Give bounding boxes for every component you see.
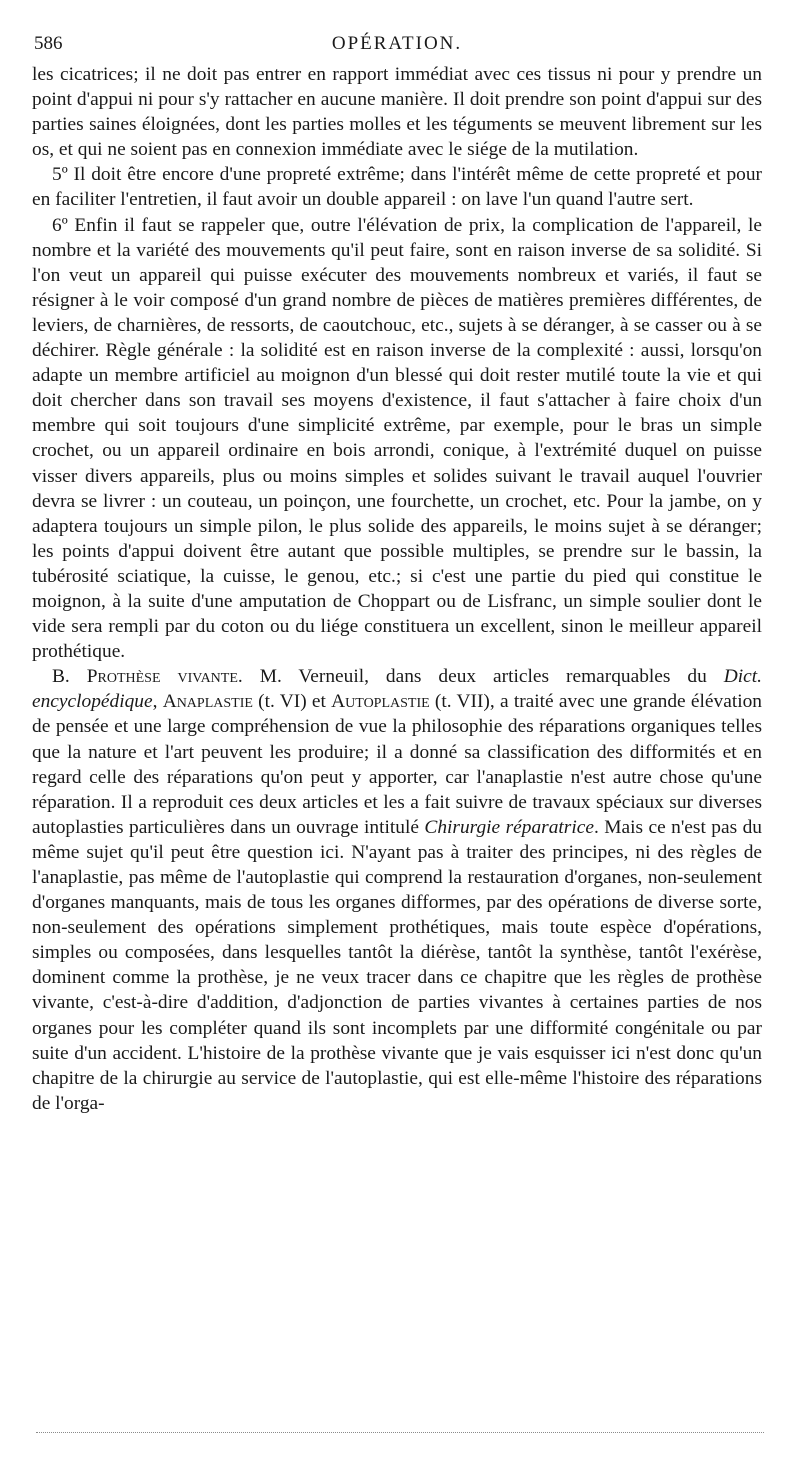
paragraph-2: 5º Il doit être encore d'une propreté extrême; dans l'intérêt même de cette propreté et pour en faciliter l'entretien, il faut avoir un double appareil : on lave l'un quand l'autre sert. [32, 164, 762, 211]
paragraph-1: les cicatrices; il ne doit pas entrer en rapport immédiat avec ces tissus ni pour y prendre un point d'appui ni pour s'y rattacher en aucune manière. Il doit prendre son point d'appui sur des parties saines éloignées, dont les parties molles et les téguments se meuvent librement sur les os, et qui ne soient pas en connexion immédiate avec le siége de la mutilation. [32, 64, 762, 161]
paragraph-4-text-2: , [152, 691, 163, 713]
book-title: Chirurgie réparatrice [424, 816, 594, 838]
body-text [32, 62, 762, 1116]
page-number: 586 [34, 33, 63, 54]
section-label: B. Prothèse vivante. [52, 666, 243, 688]
paragraph-4-text-1: M. Verneuil, dans deux articles remarquables du [242, 666, 724, 688]
paragraph-4-text-5: . Mais ce n'est pas du même sujet qu'il peut être question ici. N'ayant pas à traiter des principes, ni des règles de l'anaplastie, pas même de l'autoplastie qui comprend la restauration d'organes, non-seulement d'organes manquants, mais de tous les organes difformes, par des opérations de diverse sorte, non-seulement des opérations simplement prothétiques, mais toute espèce d'opérations, simples ou composées, dans lesquelles tantôt la diérèse, tantôt la synthèse, tantôt l'exérèse, dominent comme la prothèse, je ne veux tracer dans ce chapitre que les règles de prothèse vivante, c'est-à-dire d'addition, d'adjonction de parties vivantes à certaines parties de nos organes pour les compléter quand ils sont incomplets par une difformité congénitale ou par suite d'un accident. L'histoire de la prothèse vivante que je vais esquisser ici n'est donc qu'un chapitre de la chirurgie au service de l'autoplastie, qui est elle-même l'histoire des réparations de l'orga- [32, 816, 762, 1114]
autoplastie-term: Autoplastie [331, 691, 430, 713]
paragraph-3: 6º Enfin il faut se rappeler que, outre l'élévation de prix, la complication de l'appareil, le nombre et la variété des mouvements qu'il peut faire, sont en raison inverse de sa solidité. Si l'on veut un appareil qui puisse exécuter des mouvements nombreux et variés, il faut se résigner à le voir composé d'un grand nombre de pièces de matières premières différentes, de leviers, de charnières, de ressorts, de caoutchouc, etc., sujets à se déranger, à se casser ou à se déchirer. Règle générale : la solidité est en raison inverse de la complexité : aussi, lorsqu'on adapte un membre artificiel au moignon d'un blessé qui doit rester mutilé toute la vie et qui doit chercher dans son travail ses moyens d'existence, il faut s'attacher à faire choix d'un membre qui soit toujours d'une simplicité extrême, par exemple, pour le bras un simple crochet, ou un appareil ordinaire en bois arrondi, conique, à l'extrémité duquel on puisse visser divers appareils, plus ou moins simples et solides suivant le travail auquel l'ouvrier devra se livrer : un couteau, un poinçon, une fourchette, un crochet, etc. Pour la jambe, on y adaptera toujours un simple pilon, le plus solide des appareils, le moins sujet à se déranger; les points d'appui doivent être autant que possible multiples, se prendre sur le bassin, la tubérosité sciatique, la cuisse, le genou, etc.; si c'est une partie du pied qui constitue le moignon, à la suite d'une amputation de Choppart ou de Lisfranc, un simple soulier dont le vide sera rempli par du coton ou du liége constituera un excellent, sinon le meilleur appareil prothétique. [32, 214, 762, 663]
anaplastie-term: Anaplastie [162, 691, 253, 713]
paragraph-4-text-3: (t. VI) et [252, 691, 332, 713]
page-header [32, 26, 762, 62]
dict-title: Dict. encyclopédique [32, 666, 762, 713]
footer-rule [36, 1432, 764, 1433]
paragraph-4-text-4: (t. VII), a traité avec une grande élévation de pensée et une large compréhension de vue la philosophie des réparations organiques telles que la nature et l'art peuvent les produire; il a donné sa classification des difformités et en regard celle des réparations qu'on peut y apporter, car l'anaplastie n'est autre chose qu'une réparation. Il a reproduit ces deux articles et les a fait suivre de travaux spéciaux sur diverses autoplasties particulières dans un ouvrage intitulé [32, 691, 762, 838]
document-page [32, 26, 762, 1116]
paragraph-4 [32, 664, 762, 1116]
running-title: OPÉRATION. [331, 33, 463, 54]
